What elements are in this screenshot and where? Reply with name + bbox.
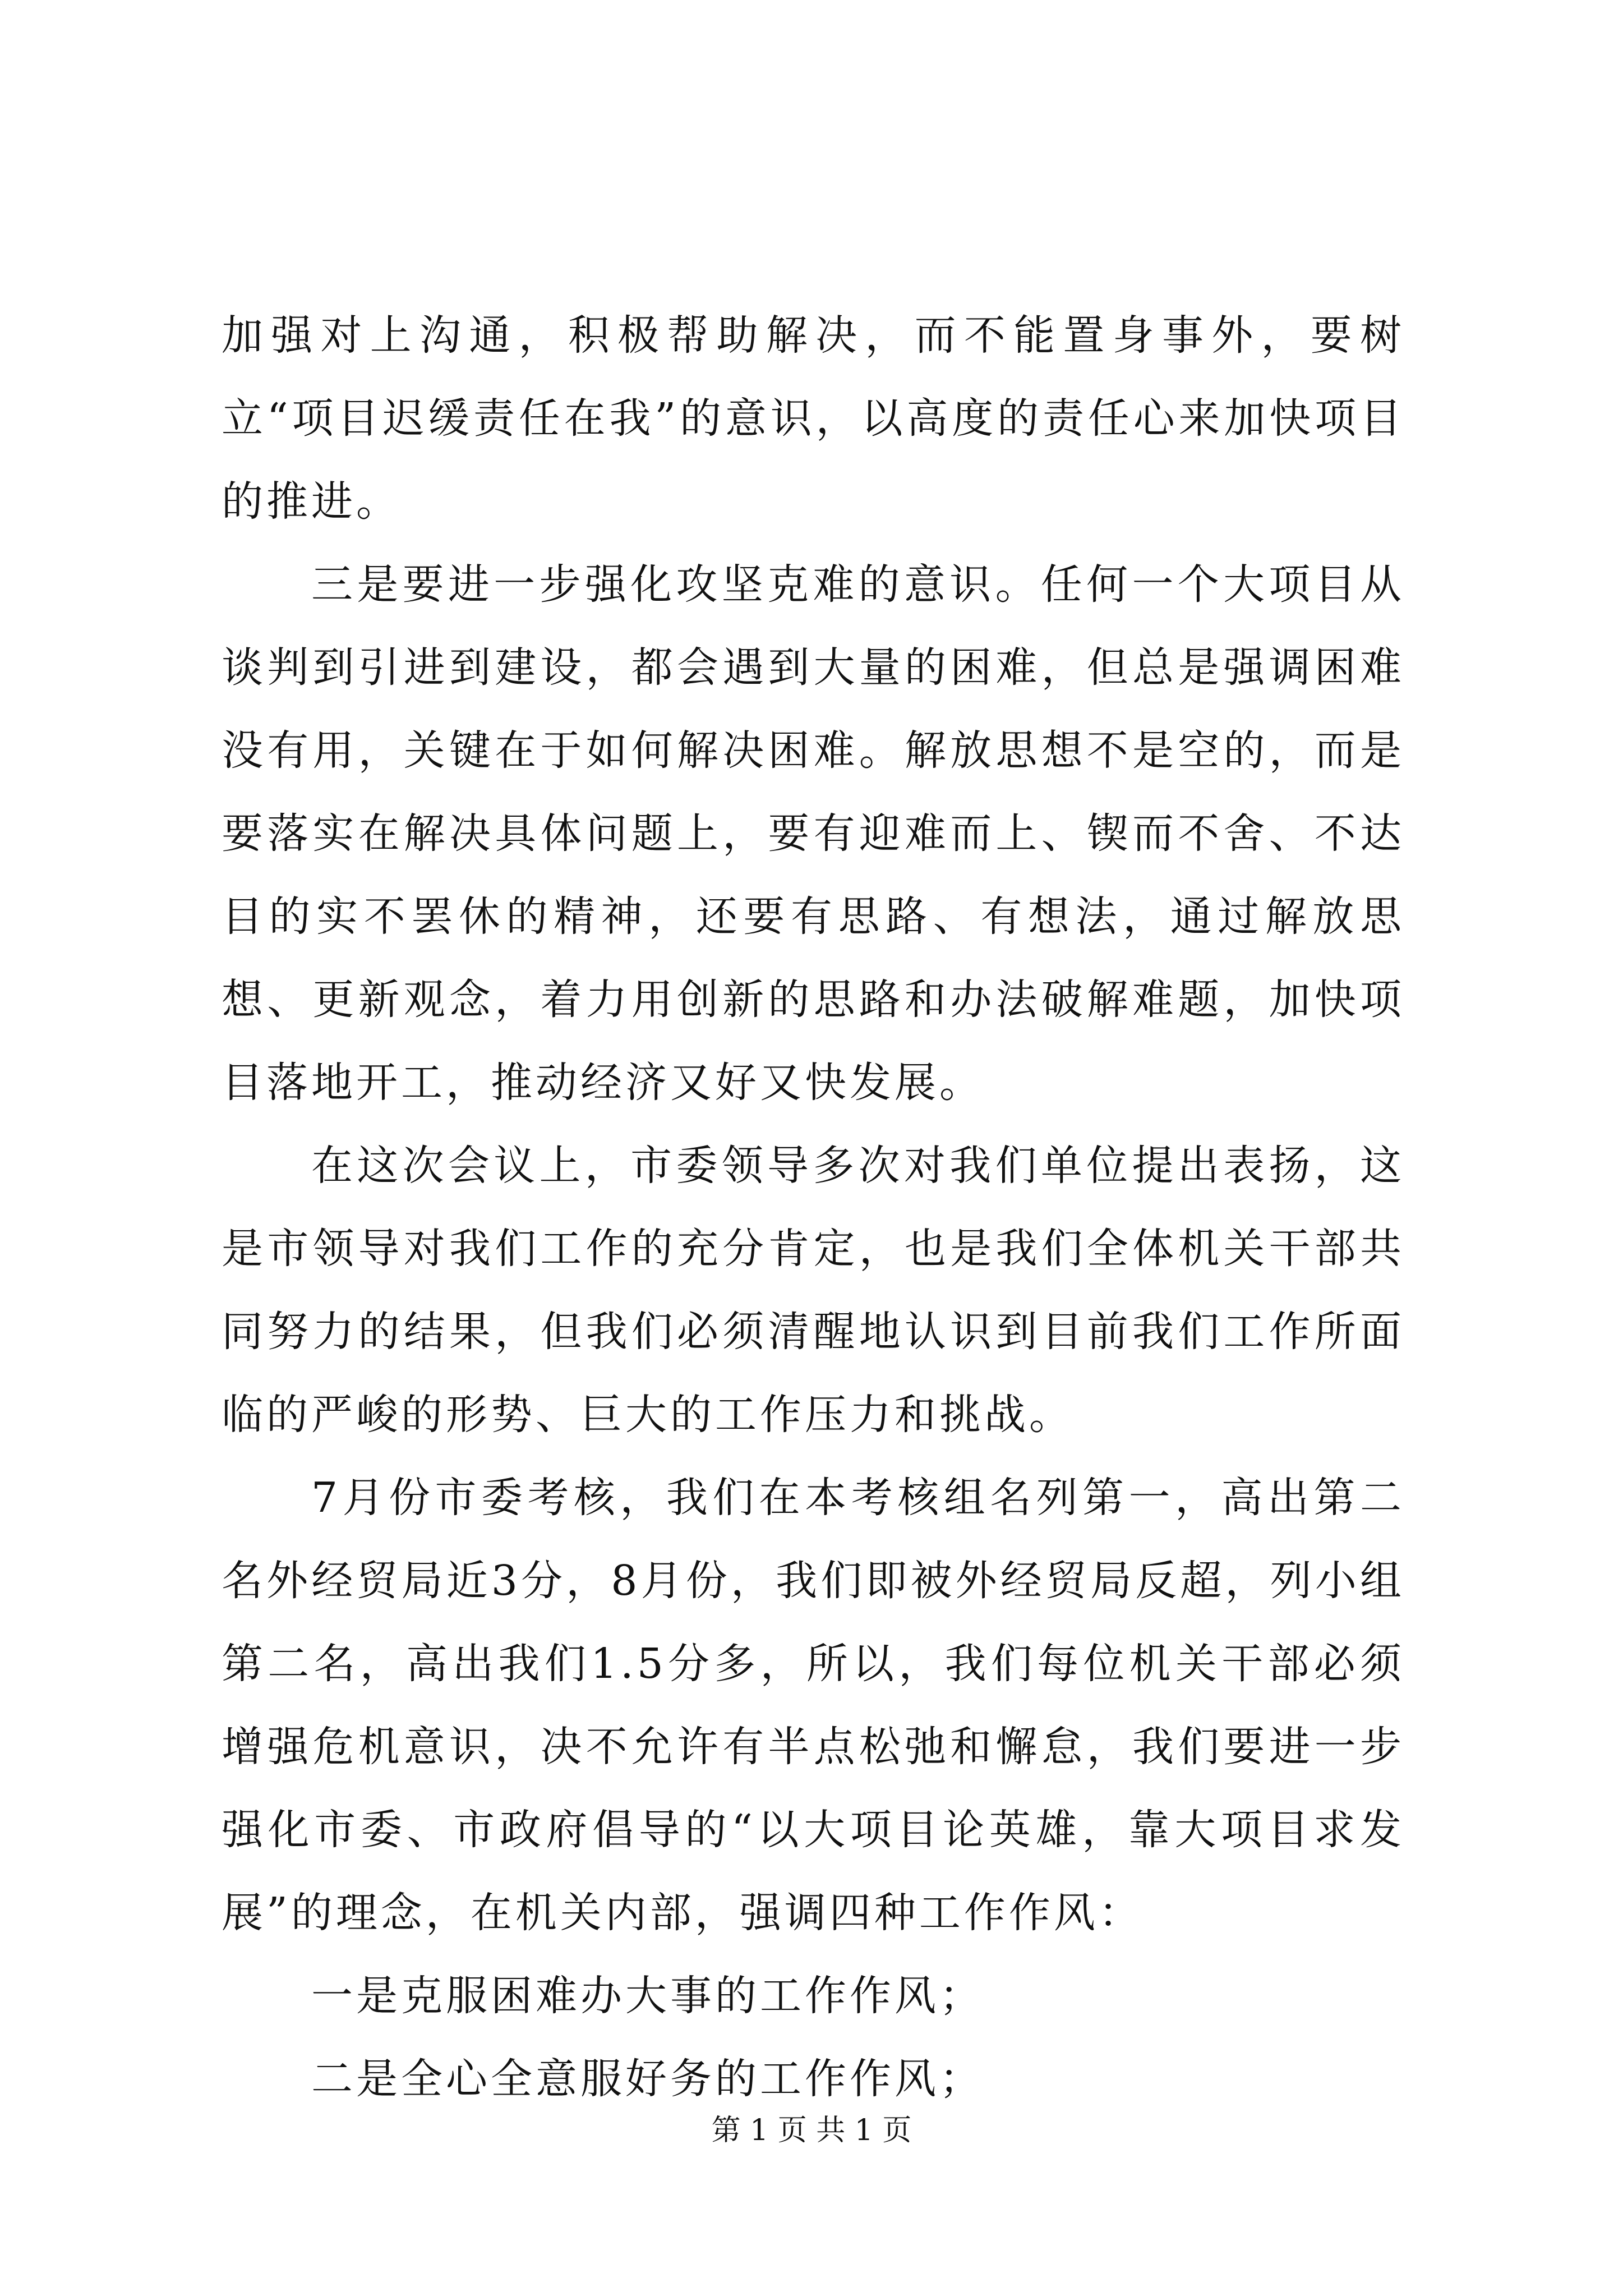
paragraph-5: 一是克服困难办大事的工作作风； xyxy=(311,1972,984,2020)
paragraph-3: 在这次会议上，市委领导多次对我们单位提出表扬，这是市领导对我们工作的充分肯定，也是我们全体机关干部共同努力的结果，但我们必须清醒地认识到目前我们工作所面临的严峻的形势、巨大的工作压力和挑战。 xyxy=(222,1142,1405,1439)
page-footer: 第 1 页 共 1 页 xyxy=(711,2114,912,2147)
paragraph-1: 加强对上沟通，积极帮助解决，而不能置身事外，要树立“项目迟缓责任在我”的意识，以高度的责任心来加快项目的推进。 xyxy=(222,311,1405,526)
paragraph-4: 7月份市委考核，我们在本考核组名列第一，高出第二名外经贸局近3分，8月份，我们即被外经贸局反超，列小组第二名，高出我们1.5分多，所以，我们每位机关干部必须增强危机意识，决不允许有半点松弛和懈怠，我们要进一步强化市委、市政府倡导的“以大项目论英雄，靠大项目求发展”的理念，在机关内部，强调四种工作作风： xyxy=(222,1474,1405,1937)
paragraph-6: 二是全心全意服好务的工作作风； xyxy=(311,2055,984,2103)
paragraph-2: 三是要进一步强化攻坚克难的意识。任何一个大项目从谈判到引进到建设，都会遇到大量的困难，但总是强调困难没有用，关键在于如何解决困难。解放思想不是空的，而是要落实在解决具体问题上，要有迎难而上、锲而不舍、不达目的实不罢休的精神，还要有思路、有想法，通过解放思想、更新观念，着力用创新的思路和办法破解难题，加快项目落地开工，推动经济又好又快发展。 xyxy=(222,560,1405,1107)
document-body xyxy=(222,294,1405,2120)
